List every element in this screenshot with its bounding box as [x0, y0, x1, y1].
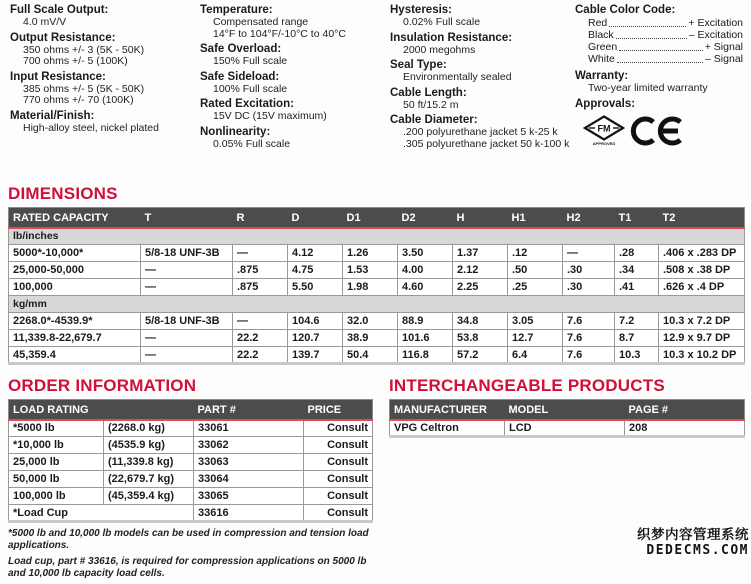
spec-label: Nonlinearity:	[200, 125, 271, 138]
ce-mark-icon	[629, 113, 687, 154]
dotted-leader	[619, 50, 703, 51]
table-row: 50,000 lb (22,679.7 kg) 33064 Consult	[9, 471, 373, 488]
spec-value: 14°F to 104°F/-10°C to 40°C	[213, 27, 346, 40]
spec-column-environmental	[390, 3, 573, 152]
col-header: PAGE #	[625, 400, 745, 420]
col-header: MANUFACTURER	[390, 400, 505, 420]
table-row: 45,359.4 — 22.2 139.7 50.4 116.8 57.2 6.4 7.6 10.3 10.3 x 10.2 DP	[9, 347, 745, 364]
col-header: H2	[563, 208, 615, 228]
spec-cable-color-code	[575, 3, 747, 65]
spec-value: 350 ohms +/- 3 (5K - 50K)	[23, 43, 145, 56]
spec-label: Approvals:	[575, 97, 636, 110]
cable-color-entry	[575, 41, 743, 53]
table-row: 25,000 lb (11,339.8 kg) 33063 Consult	[9, 454, 373, 471]
spec-nonlinearity	[200, 125, 385, 151]
fm-approved-icon	[583, 115, 625, 152]
spec-label: Insulation Resistance:	[390, 31, 513, 44]
interchangeable-products-title: INTERCHANGEABLE PRODUCTS	[389, 376, 665, 395]
col-header: PART #	[194, 400, 304, 420]
col-header: D	[288, 208, 343, 228]
spec-value: High-alloy steel, nickel plated	[23, 121, 159, 134]
table-row: 100,000 — .875 5.50 1.98 4.60 2.25 .25 .30 .41 .626 x .4 DP	[9, 279, 745, 296]
footnote: Load cup, part # 33616, is required for compression applications on 5000 lb and 10,000 lb capacity load cells.	[8, 556, 367, 579]
table-row: *10,000 lb (4535.9 kg) 33062 Consult	[9, 437, 373, 454]
interchangeable-header-row	[390, 400, 745, 420]
svg-text:FM: FM	[597, 123, 611, 133]
wire-color: Green	[588, 41, 618, 53]
spec-label: Hysteresis:	[390, 4, 453, 16]
dimensions-header-row	[9, 208, 745, 228]
spec-value: 700 ohms +/- 5 (100K)	[23, 55, 128, 67]
dotted-leader	[616, 38, 687, 39]
spec-label: Output Resistance:	[10, 31, 116, 44]
order-information-section	[8, 376, 374, 584]
spec-value: Environmentally sealed	[403, 71, 512, 83]
watermark-chinese-text: 织梦内容管理系统	[637, 527, 749, 543]
svg-text:APPROVED: APPROVED	[592, 140, 616, 146]
col-header: H1	[508, 208, 563, 228]
spec-value: 0.05% Full scale	[213, 137, 291, 150]
watermark-domain-text: DEDECMS.COM	[646, 543, 749, 558]
spec-input-resistance	[10, 70, 195, 107]
table-row: 25,000-50,000 — .875 4.75 1.53 4.00 2.12 .50 .30 .34 .508 x .38 DP	[9, 262, 745, 279]
dedecms-watermark	[637, 523, 749, 558]
spec-label: Material/Finish:	[10, 109, 95, 122]
footnote: *5000 lb and 10,000 lb models can be used in compression and tension load applications.	[8, 528, 369, 551]
spec-value: Two-year limited warranty	[588, 82, 708, 94]
dotted-leader	[609, 26, 686, 27]
spec-safe-overload	[200, 42, 385, 68]
spec-label: Temperature:	[200, 4, 273, 16]
dimensions-section	[8, 184, 744, 365]
spec-hysteresis	[390, 3, 573, 29]
dimensions-table	[8, 207, 745, 365]
spec-warranty	[575, 69, 747, 95]
order-information-title: ORDER INFORMATION	[8, 376, 197, 395]
order-information-table	[8, 399, 373, 523]
table-row: 5000*-10,000* 5/8-18 UNF-3B — 4.12 1.26 3.50 1.37 .12 — .28 .406 x .283 DP	[9, 245, 745, 262]
table-row: 2268.0*-4539.9* 5/8-18 UNF-3B — 104.6 32.0 88.9 34.8 3.05 7.6 7.2 10.3 x 7.2 DP	[9, 313, 745, 330]
spec-column-operating	[200, 3, 385, 152]
interchangeable-products-section	[389, 376, 744, 438]
spec-full-scale-output	[10, 3, 195, 29]
spec-cable-diameter	[390, 113, 573, 150]
spec-label: Full Scale Output:	[10, 4, 109, 16]
spec-material-finish	[10, 109, 195, 135]
wire-color: White	[588, 53, 615, 65]
spec-label: Cable Length:	[390, 86, 467, 99]
spec-value: 385 ohms +/- 5 (5K - 50K)	[23, 82, 145, 95]
wire-function: + Signal	[704, 41, 743, 53]
wire-function: – Signal	[705, 53, 743, 65]
spec-value: .305 polyurethane jacket 50 k-100 k	[403, 137, 570, 150]
col-header: MODEL	[505, 400, 625, 420]
approvals-logos	[575, 113, 747, 154]
table-row: 11,339.8-22,679.7 — 22.2 120.7 38.9 101.6 53.8 12.7 7.6 8.7 12.9 x 9.7 DP	[9, 330, 745, 347]
spec-value: 150% Full scale	[213, 55, 288, 67]
spec-value: 4.0 mV/V	[23, 16, 67, 28]
spec-temperature	[200, 3, 385, 40]
unit-group-row	[9, 228, 745, 245]
table-row: *Load Cup 33616 Consult	[9, 505, 373, 522]
col-header: PRICE	[304, 400, 373, 420]
table-row: VPG Celtron LCD 208	[390, 420, 745, 437]
spec-value: 100% Full scale	[213, 82, 288, 95]
col-header: RATED CAPACITY	[9, 208, 141, 228]
spec-value: 2000 megohms	[403, 43, 476, 56]
dotted-leader	[617, 62, 703, 63]
col-header: T2	[659, 208, 745, 228]
col-header: T1	[615, 208, 659, 228]
col-header: H	[453, 208, 508, 228]
spec-rated-excitation	[200, 97, 385, 123]
spec-label: Input Resistance:	[10, 70, 106, 83]
col-header: R	[233, 208, 288, 228]
unit-label: kg/mm	[9, 296, 745, 313]
spec-value: .200 polyurethane jacket 5 k-25 k	[403, 126, 558, 138]
wire-function: – Excitation	[688, 29, 743, 41]
order-header-row	[9, 400, 373, 420]
spec-column-electrical	[10, 3, 195, 136]
spec-output-resistance	[10, 31, 195, 68]
spec-label: Seal Type:	[390, 59, 447, 71]
unit-group-row	[9, 296, 745, 313]
dimensions-title: DIMENSIONS	[8, 184, 118, 203]
col-header: D2	[398, 208, 453, 228]
cable-color-entry	[575, 29, 743, 41]
interchangeable-products-table	[389, 399, 745, 438]
wire-function: + Excitation	[688, 17, 743, 29]
table-row: *5000 lb (2268.0 kg) 33061 Consult	[9, 420, 373, 437]
spec-label: Warranty:	[575, 70, 629, 82]
spec-label: Safe Overload:	[200, 43, 282, 55]
spec-value: 770 ohms +/- 70 (100K)	[23, 94, 134, 106]
order-notes	[8, 528, 376, 580]
spec-value: 50 ft/15.2 m	[403, 98, 459, 111]
wire-color: Red	[588, 17, 608, 29]
spec-value: Compensated range	[213, 16, 309, 28]
spec-column-cable-warranty	[575, 3, 747, 156]
spec-cable-length	[390, 86, 573, 112]
spec-label: Rated Excitation:	[200, 98, 294, 110]
spec-value: 15V DC (15V maximum)	[213, 110, 327, 122]
col-header: LOAD RATING	[9, 400, 194, 420]
col-header: D1	[343, 208, 398, 228]
spec-seal-type	[390, 58, 573, 84]
cable-color-entry	[575, 53, 743, 65]
spec-approvals	[575, 97, 747, 154]
table-row: 100,000 lb (45,359.4 kg) 33065 Consult	[9, 488, 373, 505]
spec-insulation-resistance	[390, 31, 573, 57]
spec-label: Cable Diameter:	[390, 114, 478, 126]
wire-color: Black	[588, 29, 614, 41]
cable-color-entry	[575, 17, 743, 29]
col-header: T	[141, 208, 233, 228]
spec-label: Cable Color Code:	[575, 4, 676, 16]
unit-label: lb/inches	[9, 228, 745, 245]
spec-label: Safe Sideload:	[200, 70, 280, 83]
spec-value: 0.02% Full scale	[403, 16, 481, 28]
spec-safe-sideload	[200, 70, 385, 96]
